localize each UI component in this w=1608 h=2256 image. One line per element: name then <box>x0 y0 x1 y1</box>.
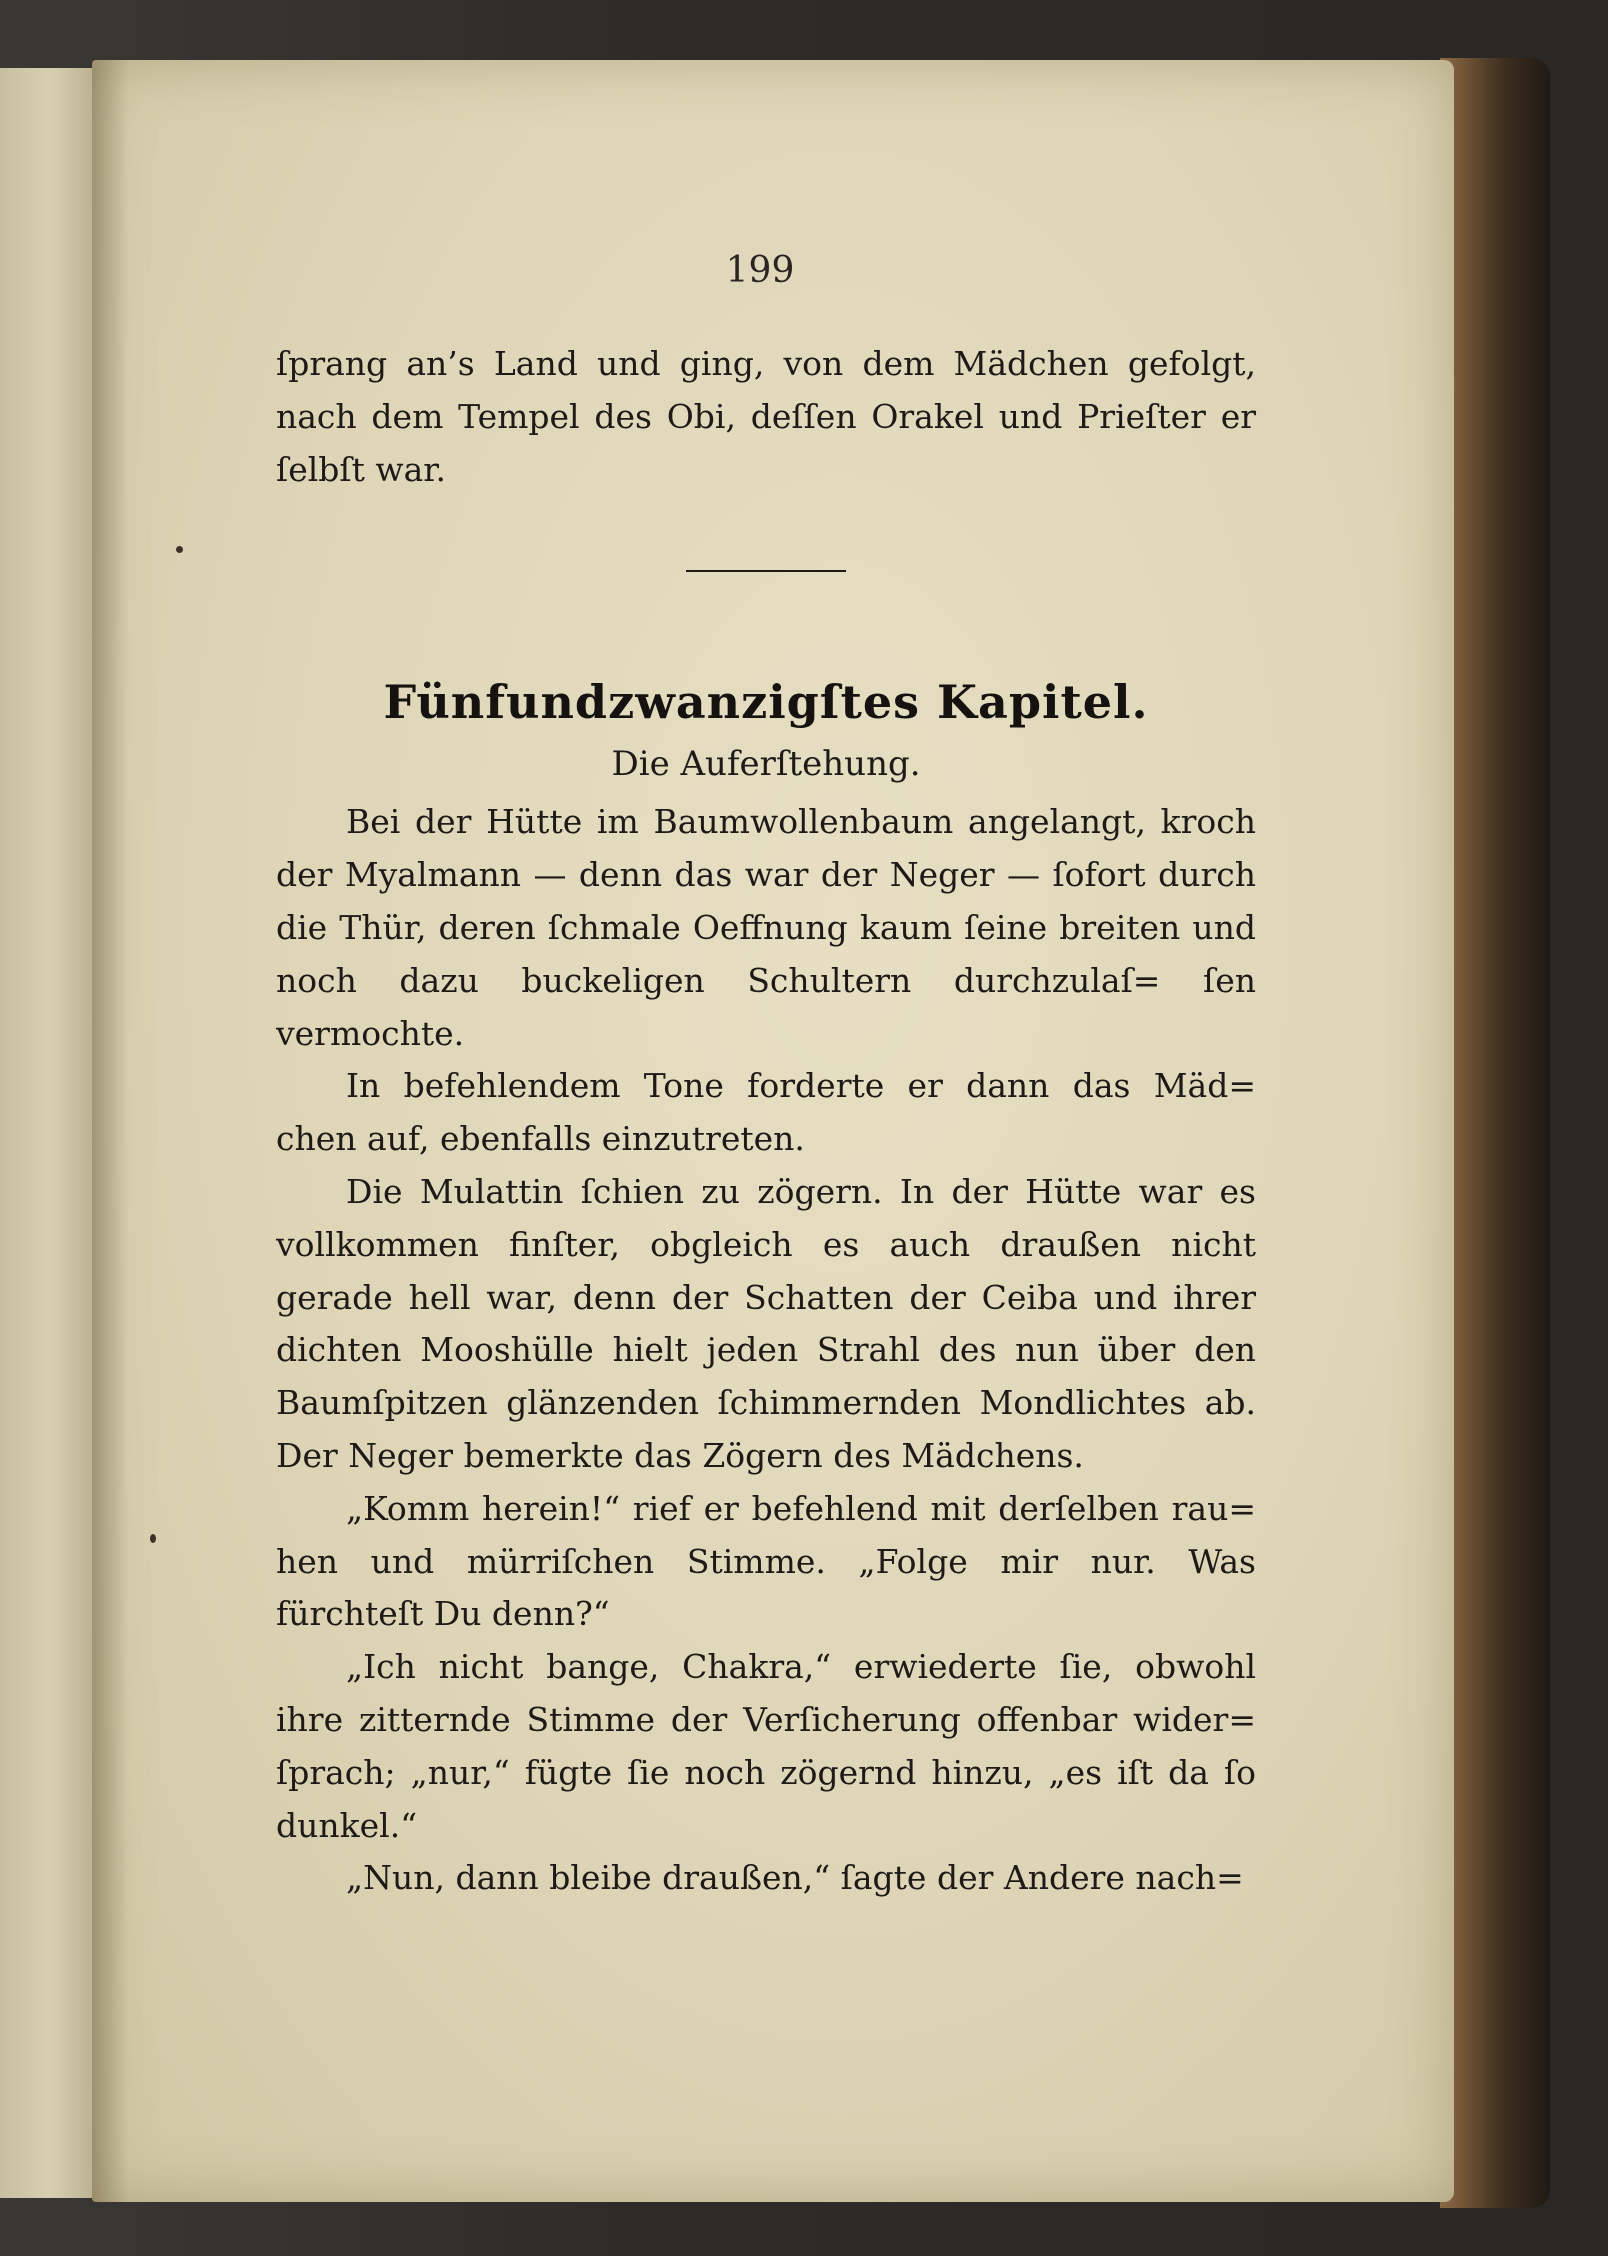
opening-lines: ſprang an’s Land und ging, von dem Mädchen gefolgt, nach dem Tempel des Obi, deſſen Orakel und Prieſter er ſelbſt war. <box>276 344 1256 489</box>
section-divider <box>686 570 846 572</box>
paragraph: „Ich nicht bange, Chakra,“ erwiederte ſie, obwohl ihre zitternde Stimme der Verſicherung offenbar wider= ſprach; „nur,“ fügte ſie noch zögernd hinzu, „es iſt da ſo dunkel.“ <box>276 1647 1256 1845</box>
page-text <box>276 338 1256 1905</box>
paragraph: Bei der Hütte im Baumwollenbaum angelangt, kroch der Myalmann — denn das war der Neger — ſofort durch die Thür, deren ſchmale Oeffnung kaum ſeine breiten und noch dazu buckeligen Schultern durchzulaſ= ſen vermochte. <box>276 802 1256 1053</box>
paragraph: „Komm herein!“ rief er befehlend mit derſelben rau= hen und mürriſchen Stimme. „Folge mir nur. Was fürchteſt Du denn?“ <box>276 1488 1256 1634</box>
ink-speck <box>176 546 183 553</box>
ink-speck <box>150 1534 156 1543</box>
facing-page-edge <box>0 68 94 2198</box>
page-number: 199 <box>725 250 795 291</box>
paragraph: In befehlendem Tone forderte er dann das Mäd= chen auf, ebenfalls einzutreten. <box>276 1066 1256 1159</box>
paragraph: Die Mulattin ſchien zu zögern. In der Hütte war es vollkommen finſter, obgleich es auch draußen nicht gerade hell war, denn der Schatten der Ceiba und ihrer dichten Mooshülle hielt jeden Strahl des nun über den Baumſpitzen glänzenden ſchimmernden Mondlichtes ab. Der Neger bemerkte das Zögern des Mädchens. <box>276 1171 1256 1475</box>
chapter-title: Fünfundzwanzigſtes Kapitel. <box>383 675 1149 730</box>
chapter-subtitle: Die Auferſtehung. <box>611 744 921 785</box>
paragraph: „Nun, dann bleibe draußen,“ ſagte der Andere nach= <box>346 1858 1244 1898</box>
book-page-edges <box>1440 58 1550 2208</box>
page-gutter-shadow <box>92 60 128 2202</box>
